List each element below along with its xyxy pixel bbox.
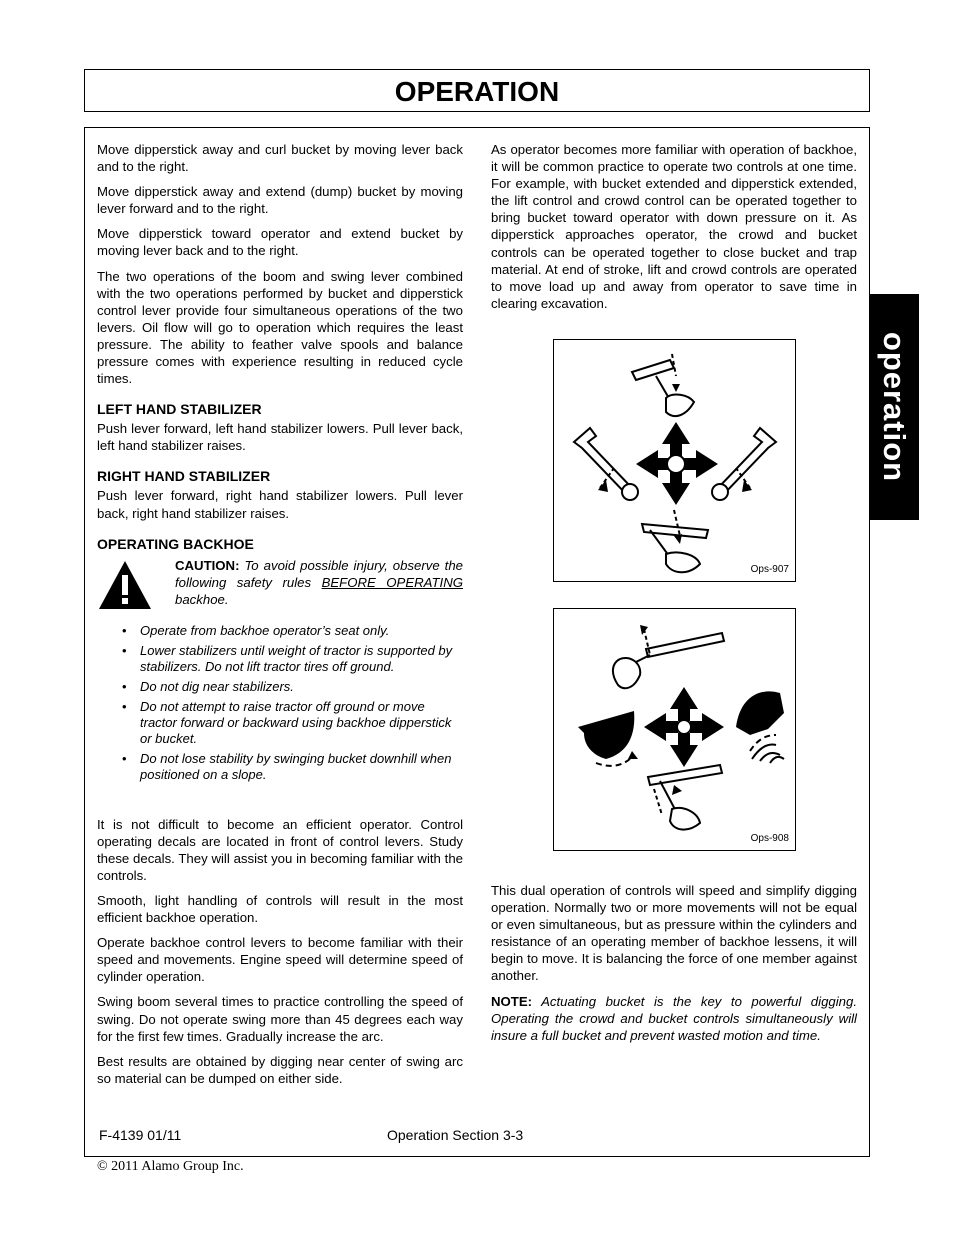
paragraph: Push lever forward, left hand stabilizer lowers. Pull lever back, left hand stabilizer raises. xyxy=(97,421,463,454)
paragraph: It is not difficult to become an efficient operator. Control operating decals are located in front of control levers. Study these decals. They will assist you in becoming familiar with the controls. xyxy=(97,816,463,883)
section-side-tab-label: operation xyxy=(877,331,912,483)
paragraph: Push lever forward, right hand stabilizer lowers. Pull lever back, right hand stabilizer raises. xyxy=(97,488,463,521)
caution-text xyxy=(175,557,463,608)
note-text: Actuating bucket is the key to powerful digging. Operating the crowd and bucket controls simultaneously will insure a full bucket and prevent wasted motion and time. xyxy=(491,993,857,1043)
caution-text-part: backhoe. xyxy=(175,591,229,607)
note-paragraph xyxy=(491,993,857,1044)
paragraph: Smooth, light handling of controls will result in the most efficient backhoe operation. xyxy=(97,892,463,926)
figure-label: Ops-907 xyxy=(750,564,789,575)
document-number: F-4139 01/11 xyxy=(99,1127,182,1143)
left-column xyxy=(97,141,463,1095)
paragraph: This dual operation of controls will speed and simplify digging operation. Normally two or more movements will not be equal or even simultaneous, but as pressure within the cylinders and resistance of an operating member of backhoe lessens, it will begin to move. It is balancing the force of one member against another. xyxy=(491,883,857,984)
paragraph: Move dipperstick away and curl bucket by moving lever back and to the right. xyxy=(97,142,463,175)
figure-label: Ops-908 xyxy=(750,833,789,844)
note-label: NOTE: xyxy=(491,993,533,1009)
heading-right-hand-stabilizer: RIGHT HAND STABILIZER xyxy=(97,468,271,485)
paragraph: Move dipperstick away and extend (dump) bucket by moving lever forward and to the right. xyxy=(97,184,463,217)
paragraph: Best results are obtained by digging near center of swing arc so material can be dumped on either side. xyxy=(97,1053,463,1086)
caution-label: CAUTION: xyxy=(175,557,240,573)
section-side-tab xyxy=(869,294,919,520)
list-item: • Do not lose stability by swinging bucket downhill when positioned on a slope. xyxy=(122,751,463,783)
paragraph: As operator becomes more familiar with operation of backhoe, it will be common practice to operate two controls at one time. For example, with bucket extended and dipperstick extended, the lift control and crowd control can be operated together to bring bucket toward operator with down pressure on it. As dipperstick approaches operator, the crowd and bucket controls can be operated together to close bucket and trap material. At end of stroke, lift and crowd controls are operated to move load up and away from operator to save time in clearing excavation. xyxy=(491,142,857,311)
safety-rules-list xyxy=(97,623,463,783)
control-lever-diagram-1 xyxy=(554,340,795,581)
list-item: • Operate from backhoe operator’s seat only. xyxy=(122,623,463,639)
right-column-bottom xyxy=(491,882,857,1052)
heading-operating-backhoe: OPERATING BACKHOE xyxy=(97,535,254,552)
caution-block xyxy=(97,557,463,613)
caution-text-part: To avoid possible injury, observe the following safety rules xyxy=(175,557,463,590)
right-column-top xyxy=(491,141,857,320)
paragraph: Move dipperstick toward operator and extend bucket by moving lever back and to the right. xyxy=(97,226,463,259)
heading-left-hand-stabilizer: LEFT HAND STABILIZER xyxy=(97,401,262,418)
copyright: © 2011 Alamo Group Inc. xyxy=(97,1159,244,1174)
list-item: • Do not dig near stabilizers. xyxy=(122,679,463,695)
control-lever-diagram-2 xyxy=(554,609,795,850)
figure-ops-908 xyxy=(553,608,796,851)
figure-ops-907 xyxy=(553,339,796,582)
page-title: OPERATION xyxy=(84,69,870,112)
caution-before-operating: BEFORE OPERATING xyxy=(321,574,463,590)
page-section-number: Operation Section 3-3 xyxy=(387,1127,524,1143)
paragraph: Operate backhoe control levers to become familiar with their speed and movements. Engine speed will determine speed of cylinder operation. xyxy=(97,935,463,985)
paragraph: Swing boom several times to practice controlling the speed of swing. Do not operate swing more than 45 degrees each way for the first few times. Gradually increase the arc. xyxy=(97,994,463,1044)
warning-triangle-icon xyxy=(97,559,153,611)
paragraph: The two operations of the boom and swing lever combined with the two operations performed by bucket and dipperstick control lever provide four simultaneous operations of the two levers. Oil flow will go to operation which requires the least pressure. The ability to feather valve spools and balance pressure comes with experience resulting in reduced cycle times. xyxy=(97,268,463,387)
list-item: • Lower stabilizers until weight of tractor is supported by stabilizers. Do not lift tractor tires off ground. xyxy=(122,643,463,675)
list-item: • Do not attempt to raise tractor off ground or move tractor forward or backward using backhoe dipperstick or bucket. xyxy=(122,699,463,747)
